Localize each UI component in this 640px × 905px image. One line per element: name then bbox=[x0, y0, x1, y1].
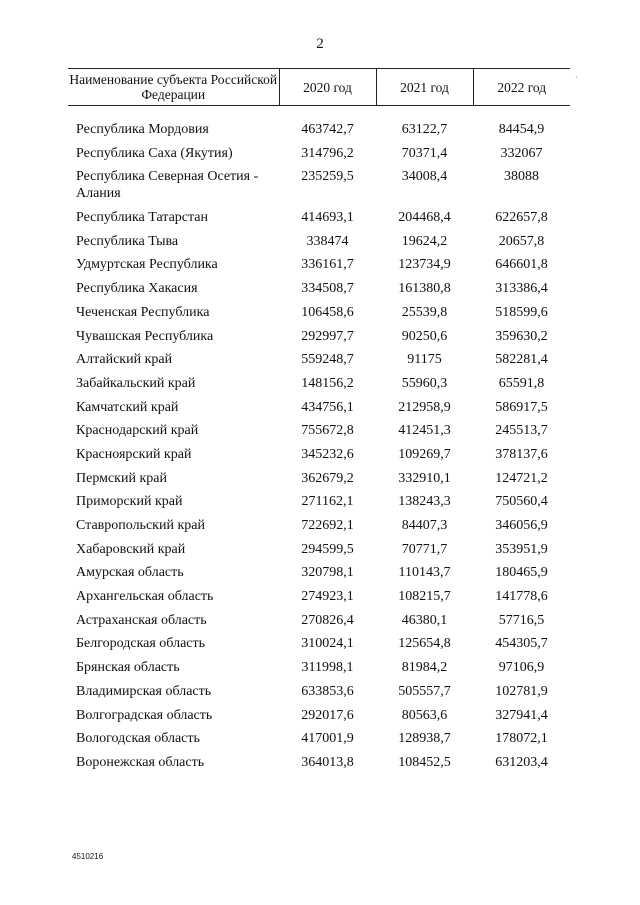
value-2020-cell: 235259,5 bbox=[301, 169, 354, 185]
table-header bbox=[68, 68, 570, 106]
value-2020-cell: 417001,9 bbox=[301, 731, 354, 747]
value-2022-cell: 518599,6 bbox=[495, 304, 548, 320]
page-number: 2 bbox=[316, 36, 324, 52]
subject-name-cell: Вологодская область bbox=[76, 731, 200, 747]
value-2020-cell: 559248,7 bbox=[301, 352, 354, 368]
document-code: 4510216 bbox=[72, 852, 104, 861]
value-2021-cell: 204468,4 bbox=[398, 210, 451, 226]
header-subject-name: Наименование субъекта Российской Федерации bbox=[68, 69, 279, 106]
subject-name-cell: Белгородская область bbox=[76, 636, 206, 652]
value-2020-cell: 294599,5 bbox=[301, 541, 354, 557]
value-2021-cell: 81984,2 bbox=[401, 660, 448, 676]
subject-name-cell: Республика Хакасия bbox=[76, 281, 198, 297]
table-row bbox=[76, 168, 570, 202]
subject-name-cell: Республика Тыва bbox=[76, 233, 179, 249]
table-body bbox=[76, 121, 570, 778]
value-2021-cell: 19624,2 bbox=[401, 233, 448, 249]
value-2020-cell: 320798,1 bbox=[301, 565, 354, 581]
table-row bbox=[76, 145, 570, 162]
value-2022-cell: 327941,4 bbox=[495, 707, 548, 723]
subject-name-cell: Волгоградская область bbox=[76, 707, 213, 723]
table-row bbox=[76, 707, 570, 724]
table-row bbox=[76, 470, 570, 487]
subject-name-cell: Чеченская Республика bbox=[76, 304, 210, 320]
table-row bbox=[76, 121, 570, 138]
value-2020-cell: 364013,8 bbox=[301, 754, 354, 770]
table-row bbox=[76, 541, 570, 558]
value-2021-cell: 412451,3 bbox=[398, 423, 451, 439]
value-2022-cell: 750560,4 bbox=[495, 494, 548, 510]
value-2020-cell: 338474 bbox=[306, 233, 349, 249]
value-2020-cell: 334508,7 bbox=[301, 281, 354, 297]
table-row bbox=[76, 730, 570, 747]
value-2022-cell: 97106,9 bbox=[498, 660, 545, 676]
table-row bbox=[76, 446, 570, 463]
value-2020-cell: 292017,6 bbox=[301, 707, 354, 723]
value-2020-cell: 434756,1 bbox=[301, 399, 354, 415]
value-2021-cell: 123734,9 bbox=[398, 257, 451, 273]
value-2020-cell: 106458,6 bbox=[301, 304, 354, 320]
table-row bbox=[76, 422, 570, 439]
value-2020-cell: 292997,7 bbox=[301, 328, 354, 344]
subject-name-cell: Республика Северная Осетия - Алания bbox=[76, 169, 259, 202]
value-2021-cell: 108452,5 bbox=[398, 754, 451, 770]
subject-name-cell: Пермский край bbox=[76, 470, 167, 486]
value-2021-cell: 110143,7 bbox=[398, 565, 451, 581]
table-row bbox=[76, 588, 570, 605]
value-2020-cell: 310024,1 bbox=[301, 636, 354, 652]
value-2022-cell: 622657,8 bbox=[495, 210, 548, 226]
value-2022-cell: 454305,7 bbox=[495, 636, 548, 652]
table-row bbox=[76, 375, 570, 392]
subject-name-cell: Республика Татарстан bbox=[76, 210, 209, 226]
value-2021-cell: 34008,4 bbox=[401, 169, 448, 185]
value-2022-cell: 631203,4 bbox=[495, 754, 548, 770]
subject-name-cell: Воронежская область bbox=[76, 754, 205, 770]
table-row bbox=[76, 754, 570, 771]
subject-name-cell: Камчатский край bbox=[76, 399, 179, 415]
subject-name-cell: Владимирская область bbox=[76, 683, 212, 699]
value-2020-cell: 274923,1 bbox=[301, 589, 354, 605]
table-row bbox=[76, 209, 570, 226]
subject-name-cell: Забайкальский край bbox=[76, 375, 196, 391]
value-2020-cell: 271162,1 bbox=[301, 494, 354, 510]
value-2020-cell: 722692,1 bbox=[301, 518, 354, 533]
value-2020-cell: 755672,8 bbox=[301, 423, 354, 439]
subject-name-cell: Чувашская Республика bbox=[76, 328, 214, 344]
table-row bbox=[76, 683, 570, 700]
value-2022-cell: 245513,7 bbox=[495, 423, 548, 439]
value-2021-cell: 80563,6 bbox=[401, 707, 448, 723]
header-2021: 2021 год bbox=[376, 69, 473, 106]
value-2020-cell: 633853,6 bbox=[301, 683, 354, 699]
table-row bbox=[76, 564, 570, 581]
value-2022-cell: 378137,6 bbox=[495, 446, 548, 462]
table-row bbox=[76, 233, 570, 250]
value-2022-cell: 102781,9 bbox=[495, 683, 548, 699]
value-2021-cell: 63122,7 bbox=[401, 122, 448, 137]
value-2021-cell: 91175 bbox=[407, 352, 442, 368]
value-2022-cell: 332067 bbox=[500, 145, 543, 161]
subject-name-cell: Алтайский край bbox=[76, 352, 173, 368]
value-2020-cell: 345232,6 bbox=[301, 446, 354, 462]
header-2020: 2020 год bbox=[279, 69, 376, 106]
value-2021-cell: 505557,7 bbox=[398, 683, 451, 699]
value-2020-cell: 148156,2 bbox=[301, 375, 354, 391]
header-2022: 2022 год bbox=[473, 69, 570, 106]
subject-name-cell: Архангельская область bbox=[76, 589, 214, 605]
table-row bbox=[76, 280, 570, 297]
value-2020-cell: 414693,1 bbox=[301, 210, 354, 226]
value-2022-cell: 141778,6 bbox=[495, 589, 548, 605]
value-2022-cell: 346056,9 bbox=[495, 518, 548, 533]
table-row bbox=[76, 493, 570, 510]
subject-name-cell: Хабаровский край bbox=[76, 541, 186, 557]
table-row bbox=[76, 517, 570, 534]
value-2022-cell: 359630,2 bbox=[495, 328, 548, 344]
subject-name-cell: Астраханская область bbox=[76, 612, 207, 628]
value-2021-cell: 70771,7 bbox=[401, 541, 448, 557]
value-2021-cell: 84407,3 bbox=[401, 518, 448, 533]
value-2021-cell: 25539,8 bbox=[401, 304, 448, 320]
value-2022-cell: 582281,4 bbox=[495, 352, 548, 368]
subject-name-cell: Красноярский край bbox=[76, 446, 192, 462]
value-2022-cell: 20657,8 bbox=[498, 233, 545, 249]
value-2022-cell: 353951,9 bbox=[495, 541, 548, 557]
table-row bbox=[76, 399, 570, 416]
subject-name-cell: Республика Мордовия bbox=[76, 122, 209, 137]
table-row bbox=[76, 351, 570, 368]
value-2021-cell: 55960,3 bbox=[401, 375, 448, 391]
table-row bbox=[76, 328, 570, 345]
value-2022-cell: 65591,8 bbox=[498, 375, 545, 391]
value-2022-cell: 586917,5 bbox=[495, 399, 548, 415]
value-2021-cell: 161380,8 bbox=[398, 281, 451, 297]
subject-name-cell: Удмуртская Республика bbox=[76, 257, 218, 273]
table-row bbox=[76, 256, 570, 273]
value-2022-cell: 84454,9 bbox=[498, 122, 545, 137]
subject-name-cell: Амурская область bbox=[76, 565, 184, 581]
value-2021-cell: 125654,8 bbox=[398, 636, 451, 652]
value-2022-cell: 38088 bbox=[504, 169, 539, 185]
table-row bbox=[76, 612, 570, 629]
value-2021-cell: 70371,4 bbox=[401, 145, 448, 161]
value-2022-cell: 178072,1 bbox=[495, 731, 548, 747]
value-2020-cell: 362679,2 bbox=[301, 470, 354, 486]
value-2022-cell: 57716,5 bbox=[498, 612, 545, 628]
value-2021-cell: 212958,9 bbox=[398, 399, 451, 415]
subject-name-cell: Краснодарский край bbox=[76, 423, 199, 439]
value-2021-cell: 109269,7 bbox=[398, 446, 451, 462]
value-2022-cell: 180465,9 bbox=[495, 565, 548, 581]
subject-name-cell: Брянская область bbox=[76, 660, 180, 676]
value-2020-cell: 270826,4 bbox=[301, 612, 354, 628]
value-2021-cell: 108215,7 bbox=[398, 589, 451, 605]
value-2020-cell: 314796,2 bbox=[301, 145, 354, 161]
value-2022-cell: 124721,2 bbox=[495, 470, 548, 486]
value-2021-cell: 90250,6 bbox=[401, 328, 448, 344]
value-2020-cell: 311998,1 bbox=[301, 660, 354, 676]
subject-name-cell: Приморский край bbox=[76, 494, 183, 510]
table-row bbox=[76, 635, 570, 652]
table-row bbox=[76, 659, 570, 676]
subject-name-cell: Республика Саха (Якутия) bbox=[76, 145, 233, 161]
margin-mark: · bbox=[575, 72, 578, 82]
value-2022-cell: 646601,8 bbox=[495, 257, 548, 273]
value-2021-cell: 128938,7 bbox=[398, 731, 451, 747]
value-2021-cell: 138243,3 bbox=[398, 494, 451, 510]
value-2021-cell: 46380,1 bbox=[401, 612, 448, 628]
subject-name-cell: Ставропольский край bbox=[76, 518, 205, 533]
table-row bbox=[76, 304, 570, 321]
value-2022-cell: 313386,4 bbox=[495, 281, 548, 297]
value-2020-cell: 336161,7 bbox=[301, 257, 354, 273]
value-2021-cell: 332910,1 bbox=[398, 470, 451, 486]
value-2020-cell: 463742,7 bbox=[301, 122, 354, 137]
